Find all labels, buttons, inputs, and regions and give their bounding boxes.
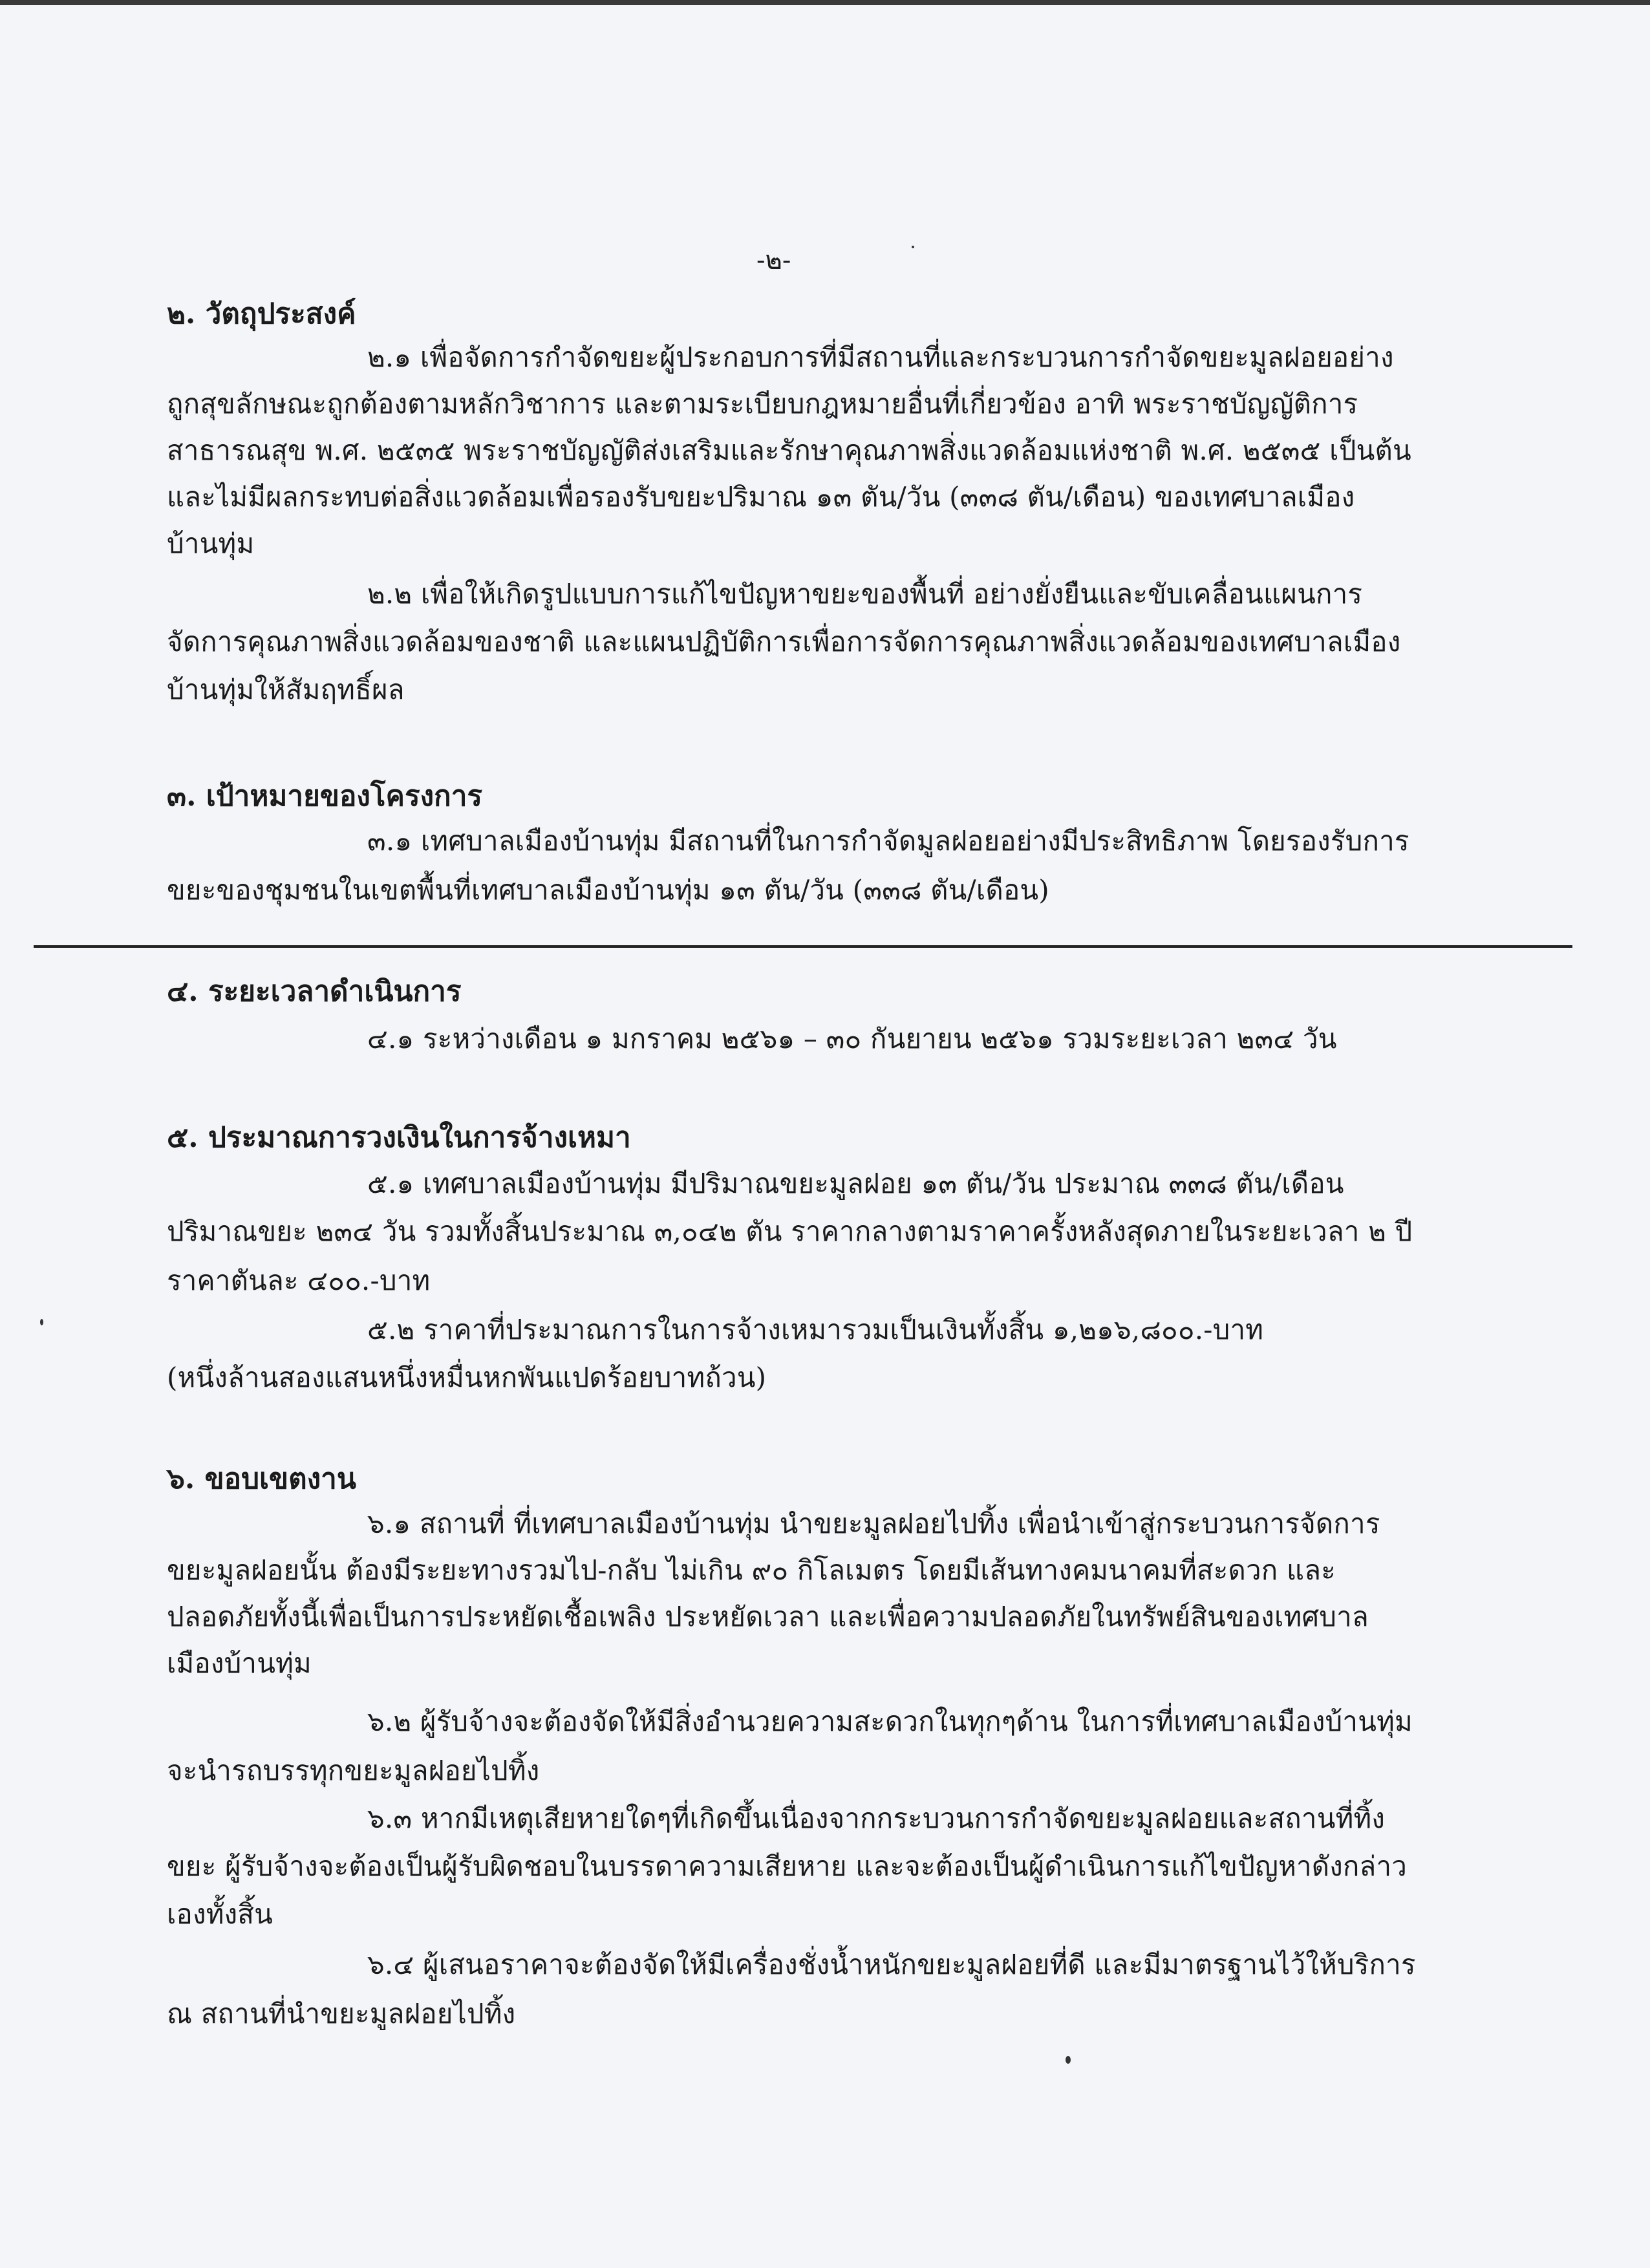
scan-speck — [1066, 2056, 1071, 2064]
page-number: -๒- — [756, 246, 791, 275]
text-line: ปริมาณขยะ ๒๓๔ วัน รวมทั้งสิ้นประมาณ ๓,๐๔๒ ตัน ราคากลางตามราคาครั้งหลังสุดภายในระยะเวลา ๒ ปี — [167, 1215, 1413, 1247]
section-6-heading: ๖. ขอบเขตงาน — [167, 1462, 356, 1495]
text-line: สาธารณสุข พ.ศ. ๒๕๓๕ พระราชบัญญัติส่งเสริมและรักษาคุณภาพสิ่งแวดล้อมแห่งชาติ พ.ศ. ๒๕๓๕ เป็นต้น — [167, 434, 1411, 466]
text-line: บ้านทุ่มให้สัมฤทธิ์ผล — [167, 674, 405, 705]
text-line: เมืองบ้านทุ่ม — [167, 1647, 312, 1679]
text-line: บ้านทุ่ม — [167, 528, 255, 559]
text-line: ๕.๒ ราคาที่ประมาณการในการจ้างเหมารวมเป็นเงินทั้งสิ้น ๑,๒๑๖,๘๐๐.-บาท — [367, 1314, 1264, 1345]
text-line: จัดการคุณภาพสิ่งแวดล้อมของชาติ และแผนปฏิบัติการเพื่อการจัดการคุณภาพสิ่งแวดล้อมของเทศบาลเมือง — [167, 626, 1401, 658]
section-2-heading: ๒. วัตถุประสงค์ — [167, 297, 356, 330]
text-line: จะนำรถบรรทุกขยะมูลฝอยไปทิ้ง — [167, 1755, 540, 1786]
scan-speck — [40, 1319, 43, 1325]
text-line: ๔.๑ ระหว่างเดือน ๑ มกราคม ๒๕๖๑ – ๓๐ กันยายน ๒๕๖๑ รวมระยะเวลา ๒๓๔ วัน — [367, 1023, 1337, 1054]
section-5-heading: ๕. ประมาณการวงเงินในการจ้างเหมา — [167, 1121, 631, 1154]
text-line: และไม่มีผลกระทบต่อสิ่งแวดล้อมเพื่อรองรับขยะปริมาณ ๑๓ ตัน/วัน (๓๓๘ ตัน/เดือน) ของเทศบาลเมือง — [167, 481, 1355, 513]
text-line: (หนึ่งล้านสองแสนหนึ่งหมื่นหกพันแปดร้อยบาทถ้วน) — [167, 1362, 767, 1393]
text-line: ถูกสุขลักษณะถูกต้องตามหลักวิชาการ และตามระเบียบกฎหมายอื่นที่เกี่ยวข้อง อาทิ พระราชบัญญัติการ — [167, 388, 1358, 420]
text-line: ขยะมูลฝอยนั้น ต้องมีระยะทางรวมไป-กลับ ไม่เกิน ๙๐ กิโลเมตร โดยมีเส้นทางคมนาคมที่สะดวก และ — [167, 1554, 1336, 1586]
text-line: ๖.๔ ผู้เสนอราคาจะต้องจัดให้มีเครื่องชั่งน้ำหนักขยะมูลฝอยที่ดี และมีมาตรฐานไว้ให้บริการ — [367, 1949, 1416, 1980]
text-line: ๕.๑ เทศบาลเมืองบ้านทุ่ม มีปริมาณขยะมูลฝอย ๑๓ ตัน/วัน ประมาณ ๓๓๘ ตัน/เดือน — [367, 1168, 1344, 1199]
section-3-heading: ๓. เป้าหมายของโครงการ — [167, 780, 483, 813]
text-line: ขยะ ผู้รับจ้างจะต้องเป็นผู้รับผิดชอบในบรรดาความเสียหาย และจะต้องเป็นผู้ดำเนินการแก้ไขปัญหาดังกล่าว — [167, 1850, 1408, 1882]
text-line: ๖.๒ ผู้รับจ้างจะต้องจัดให้มีสิ่งอำนวยความสะดวกในทุกๆด้าน ในการที่เทศบาลเมืองบ้านทุ่ม — [367, 1706, 1413, 1737]
scan-speck — [912, 246, 914, 248]
text-line: ๓.๑ เทศบาลเมืองบ้านทุ่ม มีสถานที่ในการกำจัดมูลฝอยอย่างมีประสิทธิภาพ โดยรองรับการ — [367, 825, 1409, 857]
text-line: ๒.๒ เพื่อให้เกิดรูปแบบการแก้ไขปัญหาขยะของพื้นที่ อย่างยั่งยืนและขับเคลื่อนแผนการ — [367, 578, 1363, 610]
text-line: ราคาตันละ ๔๐๐.-บาท — [167, 1265, 431, 1296]
section-4-heading: ๔. ระยะเวลาดำเนินการ — [167, 975, 462, 1008]
text-line: ๒.๑ เพื่อจัดการกำจัดขยะผู้ประกอบการที่มีสถานที่และกระบวนการกำจัดขยะมูลฝอยอย่าง — [367, 341, 1394, 373]
text-line: ณ สถานที่นำขยะมูลฝอยไปทิ้ง — [167, 1998, 516, 2029]
horizontal-rule — [34, 945, 1572, 948]
text-line: ขยะของชุมชนในเขตพื้นที่เทศบาลเมืองบ้านทุ่ม ๑๓ ตัน/วัน (๓๓๘ ตัน/เดือน) — [167, 874, 1049, 906]
text-line: ๖.๑ สถานที่ ที่เทศบาลเมืองบ้านทุ่ม นำขยะมูลฝอยไปทิ้ง เพื่อนำเข้าสู่กระบวนการจัดการ — [367, 1508, 1380, 1539]
text-line: ปลอดภัยทั้งนี้เพื่อเป็นการประหยัดเชื้อเพลิง ประหยัดเวลา และเพื่อความปลอดภัยในทรัพย์สินของเทศบาล — [167, 1601, 1369, 1632]
text-line: ๖.๓ หากมีเหตุเสียหายใดๆที่เกิดขึ้นเนื่องจากกระบวนการกำจัดขยะมูลฝอยและสถานที่ทิ้ง — [367, 1803, 1386, 1834]
text-line: เองทั้งสิ้น — [167, 1898, 273, 1930]
scan-edge — [0, 0, 1650, 5]
